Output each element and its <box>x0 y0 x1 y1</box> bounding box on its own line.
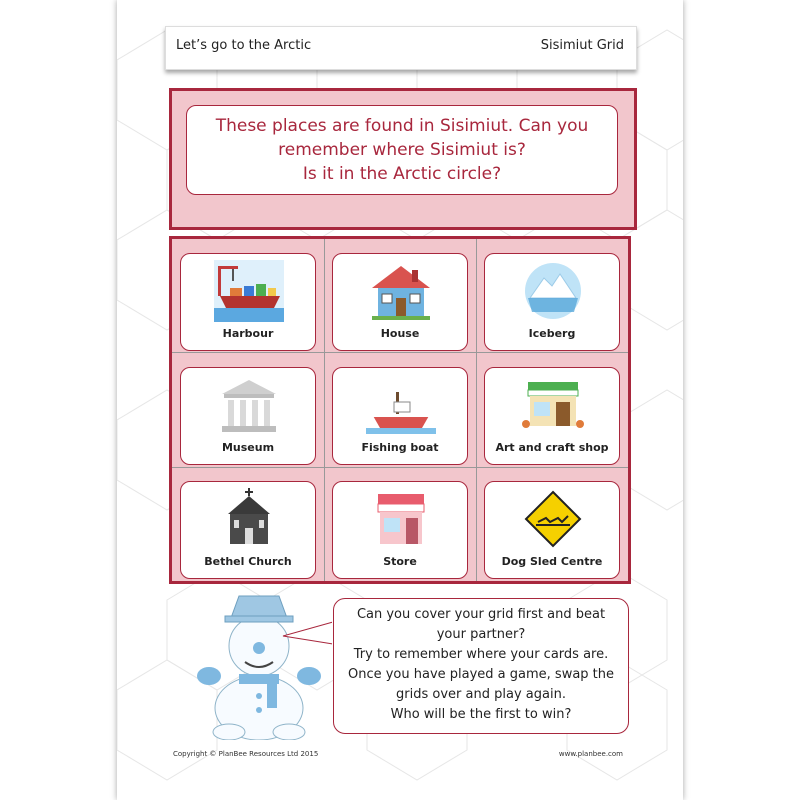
header-left-title: Let’s go to the Arctic <box>176 38 312 53</box>
copyright-text: Copyright © PlanBee Resources Ltd 2015 <box>173 750 319 758</box>
card-label: House <box>380 327 420 340</box>
grid-divider <box>172 467 628 468</box>
grid-card-dog-sled-centre[interactable] <box>484 481 620 579</box>
instructions-speech-bubble <box>333 598 629 734</box>
instruction-line-6: Who will be the first to win? <box>390 707 572 722</box>
website-link[interactable]: www.planbee.com <box>558 750 623 758</box>
card-label: Harbour <box>222 327 274 340</box>
card-label: Fishing boat <box>361 441 439 454</box>
dog-sled-sign-icon <box>518 488 588 550</box>
worksheet-page <box>117 0 683 800</box>
question-line-2: remember where Sisimiut is? <box>278 140 526 160</box>
instruction-line-4: Once you have played a game, swap the <box>347 667 615 682</box>
card-label: Bethel Church <box>204 555 292 568</box>
grid-card-fishing-boat[interactable] <box>332 367 468 465</box>
grid-card-store[interactable] <box>332 481 468 579</box>
card-label: Store <box>383 555 417 568</box>
instruction-line-5: grids over and play again. <box>396 687 566 702</box>
card-label: Museum <box>221 441 275 454</box>
page-header <box>165 26 637 70</box>
grid-divider <box>172 352 628 353</box>
question-text-box <box>186 105 618 195</box>
card-label: Art and craft shop <box>495 441 609 454</box>
speech-bubble-tail <box>281 618 335 648</box>
art-shop-icon <box>518 374 588 436</box>
grid-card-house[interactable] <box>332 253 468 351</box>
sisimiut-grid <box>169 236 631 584</box>
snowman-illustration <box>179 590 339 740</box>
grid-card-iceberg[interactable] <box>484 253 620 351</box>
header-right-title: Sisimiut Grid <box>540 38 624 53</box>
store-icon <box>366 488 436 550</box>
card-label: Iceberg <box>528 327 576 340</box>
iceberg-icon <box>518 260 588 322</box>
grid-card-bethel-church[interactable] <box>180 481 316 579</box>
grid-card-art-craft-shop[interactable] <box>484 367 620 465</box>
question-line-1: These places are found in Sisimiut. Can you <box>215 116 589 136</box>
harbour-ship-icon <box>214 260 284 322</box>
instruction-line-2: your partner? <box>436 627 526 642</box>
grid-card-harbour[interactable] <box>180 253 316 351</box>
grid-divider <box>476 239 477 581</box>
instruction-line-1: Can you cover your grid first and beat <box>356 607 606 622</box>
church-icon <box>214 488 284 550</box>
question-panel <box>169 88 637 230</box>
instruction-line-3: Try to remember where your cards are. <box>353 647 609 662</box>
card-label: Dog Sled Centre <box>501 555 603 568</box>
question-line-3: Is it in the Arctic circle? <box>302 164 502 184</box>
grid-card-museum[interactable] <box>180 367 316 465</box>
house-icon <box>366 260 436 322</box>
grid-divider <box>324 239 325 581</box>
fishing-boat-icon <box>366 374 436 436</box>
museum-icon <box>214 374 284 436</box>
